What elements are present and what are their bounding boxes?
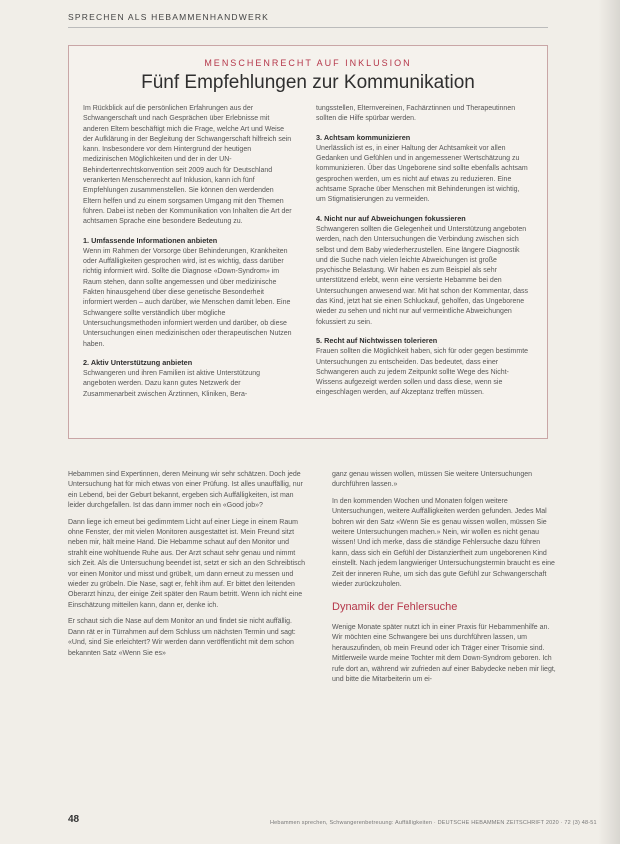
section-text-2-continued: tungsstellen, Elternvereinen, Fachärztinnen und Therapeutinnen sollten die Hilfe spürbar werden. [316, 105, 516, 123]
header-rule [68, 27, 548, 28]
page-edge-shadow [598, 0, 620, 844]
page-number: 48 [68, 814, 80, 825]
section-subheading: Dynamik der Fehlersuche [332, 601, 458, 614]
section-text-3: Unerlässlich ist es, in einer Haltung der Achtsamkeit vor allen Gedanken und Gefühlen und in angemessener Wertschätzung zu kommunizieren. Über das Ungeborene sind sollte ebenfalls achtsam gesprochen werden, um es nicht auf etwas zu reduzieren. Eine achtsame Sprache über Menschen mit Behinderungen ist wichtig, um Stigmatisierungen zu vermeiden. [316, 144, 528, 204]
box-intro: Im Rückblick auf die persönlichen Erfahrungen aus der Schwangerschaft und nach Gesprächen über Erlebnisse mit anderen Eltern beschäftigt mich die Frage, welche Art und Weise der Aufklärung in der Begleitung der Schwangerschaft hilfreich sein kann. Insbesondere vor dem Hintergrund der heutigen medizinischen Möglichkeiten und der in der UN-Behindertenrechtskonvention seit 2009 auch für Deutschland verankerten Menschenrecht auf Inklusion, kann ich fünf Empfehlungen zusammenstellen. Sie können den werdenden Eltern helfen und zu einem sorgsamen Umgang mit den Themen führen. Dabei ist neben der Kommunikation von Inhalten die Art der achtsamen Sprache eine besondere Bedeutung zu. [83, 105, 292, 226]
body-paragraph: Er schaut sich die Nase auf dem Monitor an und findet sie nicht auffällig. Dann rät er in Türrahmen auf dem Schluss um nächsten Termin und sagt: «Und, sind Sie erleichtert? Wir werden dann veröffentlicht mit dem schon bekannten Satz «Wenn Sie es» [68, 618, 296, 657]
section-text-1: Wenn im Rahmen der Vorsorge über Behinderungen, Krankheiten oder Auffälligkeiten gesprochen wird, ist es wichtig, dass darüber richtig informiert wird. Sollte die Diagnose «Down-Syndrom» im Raum stehen, dann sollte angemessen und über medizinische Fakten hinausgehend über diese genetische Besonderheit informiert werden – auch darüber, wie Menschen damit leben. Eine Schwangere sollte verständlich über mögliche Untersuchungsmethoden informiert werden und darüber, ob diese Untersuchungen einen medizinischen oder therapeutischen Nutzen haben. [83, 247, 292, 348]
body-paragraph: In den kommenden Wochen und Monaten folgen weitere Untersuchungen, weitere Auffälligkeiten werden gefunden. Jedes Mal bohren wir den Satz «Wenn Sie es genau wissen wollen, müssen Sie weitere Untersuchungen machen.» Nein, wir wollen es nicht genau wissen! Und ich merke, dass die ständige Fehlersuche dazu führen kann, dass sich ein Gefühl der Distanziertheit zum ungeborenen Kind einstellt. Nach jedem langwieriger Untersuchungstermin braucht es eine Zeit der inneren Ruhe, um sich das gute Gefühl zur Schwangerschaft wieder zurückzuholen. [332, 497, 555, 589]
section-heading-3: 3. Achtsam kommunizieren [316, 132, 411, 142]
body-paragraph: Hebammen sind Expertinnen, deren Meinung wir sehr schätzen. Doch jede Untersuchung hat für mich etwas von einer Prüfung. Ist alles unauffällig, nur ein Lebend, bei der Geburt bekannt, ergeben sich Auffälligkeiten, ist man leider durchgefallen. Ist das dann immer noch ein «Good job»? [68, 471, 303, 510]
running-head: SPRECHEN ALS HEBAMMENHANDWERK [68, 12, 270, 22]
section-text-4: Schwangeren sollten die Gelegenheit und Unterstützung angeboten werden, nach den Untersuchungen die Verbindung zwischen sich selbst und dem Baby wiederherzustellen. Eine längere Diagnostik und die Suche nach vielen leichte Abweichungen ist große psychische Belastung. Wir haben es zum Beispiel als sehr unterstützend erlebt, wenn eine versierte Hebamme bei den Untersuchungen anwesend war. Mit hat schon der Kommentar, dass das Kind, jetzt hat sie einen Schluckauf, geholfen, das Ungeborene wieder zu sehen und nicht nur auf vermeintliche Abweichungen fokussiert zu sein. [316, 225, 529, 326]
section-heading-2: 2. Aktiv Unterstützung anbieten [83, 357, 193, 367]
box-column-left [83, 104, 293, 406]
footer-citation: Hebammen sprechen, Schwangerenbetreuung: Auffälligkeiten · DEUTSCHE HEBAMMEN ZEITSCHRIFT 2020 · 72 (3) 48-51 [270, 820, 597, 826]
body-paragraph: ganz genau wissen wollen, müssen Sie weitere Untersuchungen durchführen lassen.» [332, 471, 533, 489]
info-box [68, 45, 548, 439]
box-kicker: MENSCHENRECHT AUF INKLUSION [204, 58, 412, 68]
section-heading-4: 4. Nicht nur auf Abweichungen fokussieren [316, 213, 466, 223]
section-text-5: Frauen sollten die Möglichkeit haben, sich für oder gegen bestimmte Untersuchungen zu entscheiden. Das bedeutet, dass einer Schwangeren auch zu jedem Zeitpunkt sollte Wege des Nicht-Wissens aufgezeigt werden sollen und dass diese, wenn sie eingeschlagen werden, auf Akzeptanz treffen müssen. [316, 348, 529, 397]
section-heading-5: 5. Recht auf Nichtwissen tolerieren [316, 335, 438, 345]
body-column-left [68, 470, 306, 665]
body-column-right [332, 470, 556, 691]
box-title: Fünf Empfehlungen zur Kommunikation [141, 72, 475, 93]
section-heading-1: 1. Umfassende Informationen anbieten [83, 235, 218, 245]
box-column-right [316, 104, 531, 405]
section-text-2: Schwangeren und ihren Familien ist aktive Unterstützung angeboten werden. Dazu kann gutes Netzwerk der Zusammenarbeit zwischen Ärztinnen, Kliniken, Bera- [83, 370, 261, 398]
body-paragraph: Wenige Monate später nutzt ich in einer Praxis für Hebammenhilfe an. Wir möchten eine Schwangere bei uns durchführen lassen, um herauszufinden, ob mein Freund oder ich Träger einer Trisomie sind. Mittlerweile wurde meine Tochter mit dem Down-Syndrom geboren. Ich rufe dort an, während wir zufrieden auf einer Babydecke neben mir liegt, und bitte die Mitarbeiterin um ei- [332, 623, 556, 683]
body-paragraph: Dann liege ich erneut bei gedimmtem Licht auf einer Liege in einem Raum ohne Fenster, der mit vielen Monitoren ausgestattet ist. Mein Freund sitzt neben mir, hält meine Hand. Die Hebamme schaut auf den Monitor und strahlt eine wohltuende Ruhe aus. Der Arzt schaut sehr genau und nimmt sich Zeit. Als die Untersuchung beendet ist, setzt er sich an den Schreibtisch vor einen Monitor und misst und grübelt, um dann erneut zu messen und wieder zu grübeln. Die Nase, sagt er, fehlt ihm auf. Er bittet den leitenden Oberarzt hinzu, der einige Zeit später den Raum betritt. Wenn ich nicht eine Einschätzung mitteilen kann, dann er, denke ich. [68, 518, 305, 609]
